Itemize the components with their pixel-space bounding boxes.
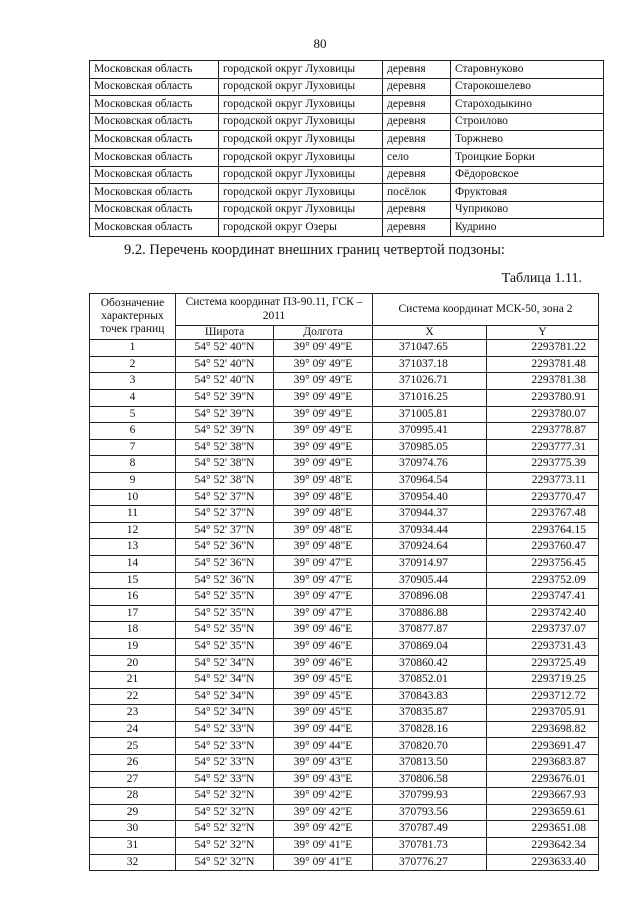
location-row — [90, 131, 604, 149]
point-number-cell: 2 — [90, 356, 176, 373]
location-name-cell: Старокошелево — [451, 78, 604, 96]
point-number-cell: 7 — [90, 439, 176, 456]
coordinate-row — [90, 721, 599, 738]
point-number-cell: 4 — [90, 390, 176, 407]
location-row — [90, 201, 604, 219]
longitude-cell: 39° 09' 48"E — [274, 472, 373, 489]
longitude-cell: 39° 09' 44"E — [274, 721, 373, 738]
y-cell: 2293752.09 — [487, 572, 599, 589]
y-cell: 2293773.11 — [487, 472, 599, 489]
latitude-cell: 54° 52' 32"N — [176, 804, 274, 821]
longitude-cell: 39° 09' 48"E — [274, 489, 373, 506]
longitude-cell: 39° 09' 49"E — [274, 439, 373, 456]
y-cell: 2293777.31 — [487, 439, 599, 456]
latitude-cell: 54° 52' 38"N — [176, 472, 274, 489]
longitude-cell: 39° 09' 49"E — [274, 456, 373, 473]
x-cell: 370813.50 — [373, 755, 487, 772]
longitude-cell: 39° 09' 42"E — [274, 821, 373, 838]
y-cell: 2293731.43 — [487, 638, 599, 655]
locations-table — [89, 60, 604, 237]
x-cell: 370954.40 — [373, 489, 487, 506]
coordinate-row — [90, 589, 599, 606]
y-cell: 2293698.82 — [487, 721, 599, 738]
longitude-cell: 39° 09' 42"E — [274, 788, 373, 805]
location-district-cell: городской округ Луховицы — [219, 148, 383, 166]
coordinate-row — [90, 622, 599, 639]
latitude-cell: 54° 52' 38"N — [176, 456, 274, 473]
x-cell: 370820.70 — [373, 738, 487, 755]
coordinate-row — [90, 771, 599, 788]
location-district-cell: городской округ Луховицы — [219, 61, 383, 79]
locations-table-body — [90, 61, 604, 237]
x-cell: 371037.18 — [373, 356, 487, 373]
point-number-cell: 26 — [90, 755, 176, 772]
y-cell: 2293719.25 — [487, 672, 599, 689]
location-type-cell: деревня — [383, 78, 451, 96]
latitude-cell: 54° 52' 32"N — [176, 821, 274, 838]
latitude-cell: 54° 52' 32"N — [176, 788, 274, 805]
coordinate-row — [90, 821, 599, 838]
x-cell: 371026.71 — [373, 373, 487, 390]
y-cell: 2293667.93 — [487, 788, 599, 805]
x-cell: 371016.25 — [373, 390, 487, 407]
longitude-cell: 39° 09' 47"E — [274, 589, 373, 606]
longitude-cell: 39° 09' 42"E — [274, 804, 373, 821]
point-number-cell: 12 — [90, 522, 176, 539]
location-row — [90, 219, 604, 237]
location-type-cell: деревня — [383, 96, 451, 114]
point-number-cell: 20 — [90, 655, 176, 672]
longitude-cell: 39° 09' 49"E — [274, 406, 373, 423]
coordinate-row — [90, 340, 599, 357]
coordinate-row — [90, 390, 599, 407]
location-region-cell: Московская область — [90, 219, 219, 237]
point-number-cell: 28 — [90, 788, 176, 805]
coordinate-row — [90, 605, 599, 622]
location-type-cell: деревня — [383, 113, 451, 131]
longitude-cell: 39° 09' 45"E — [274, 688, 373, 705]
latitude-cell: 54° 52' 37"N — [176, 522, 274, 539]
coordinates-table-body — [90, 340, 599, 871]
latitude-cell: 54° 52' 35"N — [176, 605, 274, 622]
location-name-cell: Строилово — [451, 113, 604, 131]
location-region-cell: Московская область — [90, 201, 219, 219]
x-cell: 370835.87 — [373, 705, 487, 722]
y-cell: 2293781.48 — [487, 356, 599, 373]
latitude-cell: 54° 52' 36"N — [176, 539, 274, 556]
coordinate-row — [90, 738, 599, 755]
latitude-cell: 54° 52' 32"N — [176, 838, 274, 855]
location-region-cell: Московская область — [90, 131, 219, 149]
latitude-cell: 54° 52' 34"N — [176, 655, 274, 672]
x-cell: 370799.93 — [373, 788, 487, 805]
location-name-cell: Кудрино — [451, 219, 604, 237]
x-cell: 370787.49 — [373, 821, 487, 838]
longitude-cell: 39° 09' 45"E — [274, 705, 373, 722]
location-region-cell: Московская область — [90, 113, 219, 131]
latitude-cell: 54° 52' 33"N — [176, 721, 274, 738]
y-cell: 2293747.41 — [487, 589, 599, 606]
location-type-cell: посёлок — [383, 184, 451, 202]
coordinate-row — [90, 638, 599, 655]
location-name-cell: Троицкие Борки — [451, 148, 604, 166]
coordinates-table-header — [90, 294, 599, 340]
latitude-cell: 54° 52' 39"N — [176, 423, 274, 440]
location-type-cell: деревня — [383, 219, 451, 237]
x-cell: 370896.08 — [373, 589, 487, 606]
x-cell: 371005.81 — [373, 406, 487, 423]
longitude-cell: 39° 09' 41"E — [274, 838, 373, 855]
x-cell: 370776.27 — [373, 854, 487, 871]
point-number-cell: 15 — [90, 572, 176, 589]
location-name-cell: Чуприково — [451, 201, 604, 219]
point-number-cell: 18 — [90, 622, 176, 639]
location-row — [90, 184, 604, 202]
longitude-cell: 39° 09' 47"E — [274, 572, 373, 589]
point-number-cell: 11 — [90, 506, 176, 523]
longitude-cell: 39° 09' 47"E — [274, 555, 373, 572]
point-number-cell: 23 — [90, 705, 176, 722]
point-number-cell: 6 — [90, 423, 176, 440]
point-number-cell: 10 — [90, 489, 176, 506]
location-row — [90, 113, 604, 131]
latitude-cell: 54° 52' 37"N — [176, 506, 274, 523]
section-heading: 9.2. Перечень координат внешних границ четвертой подзоны: — [124, 242, 505, 258]
x-cell: 370944.37 — [373, 506, 487, 523]
longitude-cell: 39° 09' 46"E — [274, 655, 373, 672]
location-type-cell: деревня — [383, 131, 451, 149]
location-district-cell: городской округ Луховицы — [219, 113, 383, 131]
latitude-cell: 54° 52' 33"N — [176, 738, 274, 755]
x-cell: 370877.87 — [373, 622, 487, 639]
header-y: Y — [487, 326, 599, 340]
point-number-cell: 1 — [90, 340, 176, 357]
location-district-cell: городской округ Луховицы — [219, 131, 383, 149]
location-name-cell: Старовнуково — [451, 61, 604, 79]
y-cell: 2293778.87 — [487, 423, 599, 440]
coordinate-row — [90, 688, 599, 705]
location-name-cell: Фруктовая — [451, 184, 604, 202]
latitude-cell: 54° 52' 39"N — [176, 390, 274, 407]
coordinate-row — [90, 373, 599, 390]
latitude-cell: 54° 52' 35"N — [176, 622, 274, 639]
location-row — [90, 96, 604, 114]
coordinate-row — [90, 804, 599, 821]
longitude-cell: 39° 09' 48"E — [274, 506, 373, 523]
latitude-cell: 54° 52' 35"N — [176, 589, 274, 606]
location-name-cell: Торжнево — [451, 131, 604, 149]
y-cell: 2293642.34 — [487, 838, 599, 855]
point-number-cell: 9 — [90, 472, 176, 489]
longitude-cell: 39° 09' 49"E — [274, 373, 373, 390]
coordinate-row — [90, 356, 599, 373]
coordinate-row — [90, 489, 599, 506]
point-number-cell: 13 — [90, 539, 176, 556]
location-region-cell: Московская область — [90, 78, 219, 96]
point-number-cell: 32 — [90, 854, 176, 871]
point-number-cell: 30 — [90, 821, 176, 838]
y-cell: 2293764.15 — [487, 522, 599, 539]
latitude-cell: 54° 52' 40"N — [176, 356, 274, 373]
header-longitude: Долгота — [274, 326, 373, 340]
y-cell: 2293676.01 — [487, 771, 599, 788]
point-number-cell: 31 — [90, 838, 176, 855]
location-district-cell: городской округ Луховицы — [219, 184, 383, 202]
longitude-cell: 39° 09' 45"E — [274, 672, 373, 689]
point-number-cell: 8 — [90, 456, 176, 473]
location-row — [90, 61, 604, 79]
coordinate-row — [90, 539, 599, 556]
x-cell: 370924.64 — [373, 539, 487, 556]
coordinate-row — [90, 472, 599, 489]
point-number-cell: 25 — [90, 738, 176, 755]
point-number-cell: 21 — [90, 672, 176, 689]
location-type-cell: деревня — [383, 166, 451, 184]
latitude-cell: 54° 52' 37"N — [176, 489, 274, 506]
y-cell: 2293775.39 — [487, 456, 599, 473]
y-cell: 2293737.07 — [487, 622, 599, 639]
latitude-cell: 54° 52' 34"N — [176, 672, 274, 689]
longitude-cell: 39° 09' 44"E — [274, 738, 373, 755]
longitude-cell: 39° 09' 49"E — [274, 356, 373, 373]
coordinate-row — [90, 655, 599, 672]
x-cell: 370985.05 — [373, 439, 487, 456]
y-cell: 2293683.87 — [487, 755, 599, 772]
longitude-cell: 39° 09' 48"E — [274, 539, 373, 556]
location-district-cell: городской округ Озеры — [219, 219, 383, 237]
coordinate-row — [90, 838, 599, 855]
location-region-cell: Московская область — [90, 148, 219, 166]
x-cell: 370843.83 — [373, 688, 487, 705]
location-region-cell: Московская область — [90, 184, 219, 202]
y-cell: 2293691.47 — [487, 738, 599, 755]
coordinate-row — [90, 672, 599, 689]
point-number-cell: 29 — [90, 804, 176, 821]
latitude-cell: 54° 52' 32"N — [176, 854, 274, 871]
header-pz-system: Система координат ПЗ-90.11, ГСК – 2011 — [176, 294, 373, 326]
y-cell: 2293760.47 — [487, 539, 599, 556]
coordinate-row — [90, 705, 599, 722]
x-cell: 370806.58 — [373, 771, 487, 788]
y-cell: 2293712.72 — [487, 688, 599, 705]
x-cell: 370860.42 — [373, 655, 487, 672]
coordinate-row — [90, 406, 599, 423]
location-district-cell: городской округ Луховицы — [219, 96, 383, 114]
point-number-cell: 27 — [90, 771, 176, 788]
longitude-cell: 39° 09' 49"E — [274, 390, 373, 407]
point-number-cell: 14 — [90, 555, 176, 572]
latitude-cell: 54° 52' 34"N — [176, 705, 274, 722]
x-cell: 370934.44 — [373, 522, 487, 539]
y-cell: 2293781.22 — [487, 340, 599, 357]
y-cell: 2293756.45 — [487, 555, 599, 572]
location-name-cell: Фёдоровское — [451, 166, 604, 184]
point-number-cell: 5 — [90, 406, 176, 423]
longitude-cell: 39° 09' 48"E — [274, 522, 373, 539]
coordinate-row — [90, 572, 599, 589]
coordinate-row — [90, 506, 599, 523]
x-cell: 370781.73 — [373, 838, 487, 855]
x-cell: 370852.01 — [373, 672, 487, 689]
point-number-cell: 3 — [90, 373, 176, 390]
longitude-cell: 39° 09' 43"E — [274, 755, 373, 772]
x-cell: 370869.04 — [373, 638, 487, 655]
x-cell: 370905.44 — [373, 572, 487, 589]
x-cell: 370995.41 — [373, 423, 487, 440]
latitude-cell: 54° 52' 34"N — [176, 688, 274, 705]
x-cell: 370964.54 — [373, 472, 487, 489]
y-cell: 2293780.91 — [487, 390, 599, 407]
point-number-cell: 16 — [90, 589, 176, 606]
point-number-cell: 19 — [90, 638, 176, 655]
header-latitude: Широта — [176, 326, 274, 340]
coordinates-table — [89, 293, 599, 871]
location-type-cell: деревня — [383, 201, 451, 219]
coordinate-row — [90, 522, 599, 539]
latitude-cell: 54° 52' 35"N — [176, 638, 274, 655]
location-district-cell: городской округ Луховицы — [219, 166, 383, 184]
location-type-cell: село — [383, 148, 451, 166]
y-cell: 2293780.07 — [487, 406, 599, 423]
location-type-cell: деревня — [383, 61, 451, 79]
header-x: X — [373, 326, 487, 340]
table-caption: Таблица 1.11. — [501, 271, 582, 286]
point-number-cell: 22 — [90, 688, 176, 705]
latitude-cell: 54° 52' 40"N — [176, 373, 274, 390]
coordinate-row — [90, 439, 599, 456]
x-cell: 370886.88 — [373, 605, 487, 622]
coordinate-row — [90, 456, 599, 473]
coordinate-row — [90, 423, 599, 440]
location-district-cell: городской округ Луховицы — [219, 201, 383, 219]
y-cell: 2293742.40 — [487, 605, 599, 622]
coordinate-row — [90, 755, 599, 772]
location-row — [90, 78, 604, 96]
point-number-cell: 17 — [90, 605, 176, 622]
y-cell: 2293633.40 — [487, 854, 599, 871]
page-number: 80 — [313, 36, 327, 51]
latitude-cell: 54° 52' 36"N — [176, 572, 274, 589]
header-point-label: Обозначение характерных точек границ — [90, 294, 176, 340]
longitude-cell: 39° 09' 43"E — [274, 771, 373, 788]
y-cell: 2293651.08 — [487, 821, 599, 838]
latitude-cell: 54° 52' 40"N — [176, 340, 274, 357]
location-region-cell: Московская область — [90, 61, 219, 79]
latitude-cell: 54° 52' 33"N — [176, 771, 274, 788]
coordinate-row — [90, 854, 599, 871]
latitude-cell: 54° 52' 36"N — [176, 555, 274, 572]
header-msk-system: Система координат МСК-50, зона 2 — [373, 294, 599, 326]
x-cell: 370914.97 — [373, 555, 487, 572]
location-name-cell: Староходыкино — [451, 96, 604, 114]
longitude-cell: 39° 09' 49"E — [274, 340, 373, 357]
y-cell: 2293659.61 — [487, 804, 599, 821]
longitude-cell: 39° 09' 41"E — [274, 854, 373, 871]
y-cell: 2293767.48 — [487, 506, 599, 523]
longitude-cell: 39° 09' 47"E — [274, 605, 373, 622]
longitude-cell: 39° 09' 46"E — [274, 622, 373, 639]
longitude-cell: 39° 09' 49"E — [274, 423, 373, 440]
x-cell: 371047.65 — [373, 340, 487, 357]
coordinate-row — [90, 788, 599, 805]
y-cell: 2293781.38 — [487, 373, 599, 390]
longitude-cell: 39° 09' 46"E — [274, 638, 373, 655]
x-cell: 370828.16 — [373, 721, 487, 738]
y-cell: 2293770.47 — [487, 489, 599, 506]
coordinate-row — [90, 555, 599, 572]
point-number-cell: 24 — [90, 721, 176, 738]
x-cell: 370974.76 — [373, 456, 487, 473]
latitude-cell: 54° 52' 39"N — [176, 406, 274, 423]
latitude-cell: 54° 52' 38"N — [176, 439, 274, 456]
latitude-cell: 54° 52' 33"N — [176, 755, 274, 772]
y-cell: 2293705.91 — [487, 705, 599, 722]
location-row — [90, 148, 604, 166]
x-cell: 370793.56 — [373, 804, 487, 821]
location-row — [90, 166, 604, 184]
y-cell: 2293725.49 — [487, 655, 599, 672]
location-district-cell: городской округ Луховицы — [219, 78, 383, 96]
location-region-cell: Московская область — [90, 166, 219, 184]
location-region-cell: Московская область — [90, 96, 219, 114]
